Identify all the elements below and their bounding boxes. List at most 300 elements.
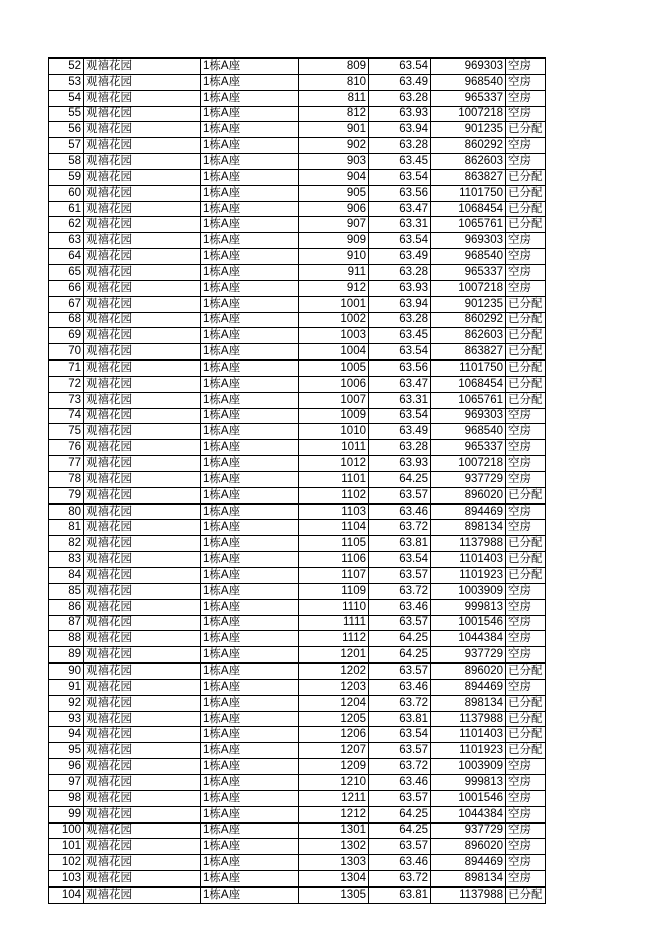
status-cell[interactable]: 已分配 bbox=[506, 201, 546, 217]
row-index-cell[interactable]: 60 bbox=[49, 185, 84, 201]
status-cell[interactable]: 空房 bbox=[506, 424, 546, 440]
status-cell[interactable]: 已分配 bbox=[506, 663, 546, 679]
status-cell[interactable]: 已分配 bbox=[506, 711, 546, 727]
row-index-cell[interactable]: 64 bbox=[49, 249, 84, 265]
building-cell[interactable]: 1栋A座 bbox=[201, 695, 299, 711]
area-cell[interactable]: 63.54 bbox=[369, 552, 431, 568]
status-cell[interactable]: 已分配 bbox=[506, 122, 546, 138]
room-number-cell[interactable]: 1002 bbox=[299, 312, 369, 328]
table-row[interactable] bbox=[49, 536, 546, 552]
price-cell[interactable]: 1101750 bbox=[431, 185, 506, 201]
area-cell[interactable]: 63.49 bbox=[369, 74, 431, 90]
estate-name-cell[interactable]: 观禧花园 bbox=[84, 169, 201, 185]
price-cell[interactable]: 937729 bbox=[431, 647, 506, 663]
estate-name-cell[interactable]: 观禧花园 bbox=[84, 312, 201, 328]
status-cell[interactable]: 已分配 bbox=[506, 344, 546, 360]
table-row[interactable] bbox=[49, 695, 546, 711]
estate-name-cell[interactable]: 观禧花园 bbox=[84, 855, 201, 871]
row-index-cell[interactable]: 55 bbox=[49, 106, 84, 122]
room-number-cell[interactable]: 907 bbox=[299, 217, 369, 233]
estate-name-cell[interactable]: 观禧花园 bbox=[84, 74, 201, 90]
price-cell[interactable]: 894469 bbox=[431, 504, 506, 520]
room-number-cell[interactable]: 1011 bbox=[299, 440, 369, 456]
area-cell[interactable]: 63.81 bbox=[369, 536, 431, 552]
table-row[interactable] bbox=[49, 217, 546, 233]
estate-name-cell[interactable]: 观禧花园 bbox=[84, 823, 201, 839]
area-cell[interactable]: 63.49 bbox=[369, 424, 431, 440]
estate-name-cell[interactable]: 观禧花园 bbox=[84, 790, 201, 806]
status-cell[interactable]: 空房 bbox=[506, 647, 546, 663]
building-cell[interactable]: 1栋A座 bbox=[201, 743, 299, 759]
table-row[interactable] bbox=[49, 328, 546, 344]
table-row[interactable] bbox=[49, 647, 546, 663]
area-cell[interactable]: 63.54 bbox=[369, 344, 431, 360]
price-cell[interactable]: 1044384 bbox=[431, 631, 506, 647]
status-cell[interactable]: 空房 bbox=[506, 855, 546, 871]
status-cell[interactable]: 空房 bbox=[506, 871, 546, 887]
table-row[interactable] bbox=[49, 663, 546, 679]
estate-name-cell[interactable]: 观禧花园 bbox=[84, 249, 201, 265]
area-cell[interactable]: 63.93 bbox=[369, 280, 431, 296]
building-cell[interactable]: 1栋A座 bbox=[201, 504, 299, 520]
price-cell[interactable]: 898134 bbox=[431, 695, 506, 711]
price-cell[interactable]: 969303 bbox=[431, 58, 506, 74]
area-cell[interactable]: 63.47 bbox=[369, 376, 431, 392]
status-cell[interactable]: 已分配 bbox=[506, 185, 546, 201]
price-cell[interactable]: 1065761 bbox=[431, 217, 506, 233]
room-number-cell[interactable]: 1105 bbox=[299, 536, 369, 552]
room-number-cell[interactable]: 1211 bbox=[299, 790, 369, 806]
building-cell[interactable]: 1栋A座 bbox=[201, 424, 299, 440]
price-cell[interactable]: 1101923 bbox=[431, 743, 506, 759]
price-cell[interactable]: 965337 bbox=[431, 440, 506, 456]
building-cell[interactable]: 1栋A座 bbox=[201, 727, 299, 743]
status-cell[interactable]: 已分配 bbox=[506, 536, 546, 552]
price-cell[interactable]: 896020 bbox=[431, 487, 506, 503]
price-cell[interactable]: 862603 bbox=[431, 328, 506, 344]
estate-name-cell[interactable]: 观禧花园 bbox=[84, 536, 201, 552]
room-number-cell[interactable]: 906 bbox=[299, 201, 369, 217]
status-cell[interactable]: 空房 bbox=[506, 790, 546, 806]
estate-name-cell[interactable]: 观禧花园 bbox=[84, 296, 201, 312]
room-number-cell[interactable]: 812 bbox=[299, 106, 369, 122]
estate-name-cell[interactable]: 观禧花园 bbox=[84, 504, 201, 520]
table-row[interactable] bbox=[49, 249, 546, 265]
building-cell[interactable]: 1栋A座 bbox=[201, 360, 299, 376]
table-row[interactable] bbox=[49, 504, 546, 520]
estate-name-cell[interactable]: 观禧花园 bbox=[84, 154, 201, 170]
room-number-cell[interactable]: 1304 bbox=[299, 871, 369, 887]
status-cell[interactable]: 空房 bbox=[506, 456, 546, 472]
room-number-cell[interactable]: 1004 bbox=[299, 344, 369, 360]
status-cell[interactable]: 空房 bbox=[506, 264, 546, 280]
status-cell[interactable]: 空房 bbox=[506, 631, 546, 647]
row-index-cell[interactable]: 66 bbox=[49, 280, 84, 296]
price-cell[interactable]: 896020 bbox=[431, 663, 506, 679]
table-row[interactable] bbox=[49, 376, 546, 392]
row-index-cell[interactable]: 75 bbox=[49, 424, 84, 440]
estate-name-cell[interactable]: 观禧花园 bbox=[84, 376, 201, 392]
price-cell[interactable]: 862603 bbox=[431, 154, 506, 170]
room-number-cell[interactable]: 1301 bbox=[299, 823, 369, 839]
room-number-cell[interactable]: 910 bbox=[299, 249, 369, 265]
building-cell[interactable]: 1栋A座 bbox=[201, 376, 299, 392]
price-cell[interactable]: 969303 bbox=[431, 233, 506, 249]
room-number-cell[interactable]: 1104 bbox=[299, 520, 369, 536]
status-cell[interactable]: 空房 bbox=[506, 233, 546, 249]
room-number-cell[interactable]: 811 bbox=[299, 90, 369, 106]
row-index-cell[interactable]: 93 bbox=[49, 711, 84, 727]
room-number-cell[interactable]: 1101 bbox=[299, 471, 369, 487]
building-cell[interactable]: 1栋A座 bbox=[201, 440, 299, 456]
area-cell[interactable]: 63.94 bbox=[369, 122, 431, 138]
table-row[interactable] bbox=[49, 806, 546, 822]
building-cell[interactable]: 1栋A座 bbox=[201, 90, 299, 106]
price-cell[interactable]: 999813 bbox=[431, 774, 506, 790]
estate-name-cell[interactable]: 观禧花园 bbox=[84, 233, 201, 249]
table-row[interactable] bbox=[49, 90, 546, 106]
status-cell[interactable]: 已分配 bbox=[506, 552, 546, 568]
price-cell[interactable]: 1101750 bbox=[431, 360, 506, 376]
estate-name-cell[interactable]: 观禧花园 bbox=[84, 360, 201, 376]
table-row[interactable] bbox=[49, 154, 546, 170]
row-index-cell[interactable]: 68 bbox=[49, 312, 84, 328]
row-index-cell[interactable]: 67 bbox=[49, 296, 84, 312]
price-cell[interactable]: 968540 bbox=[431, 74, 506, 90]
estate-name-cell[interactable]: 观禧花园 bbox=[84, 552, 201, 568]
room-number-cell[interactable]: 1305 bbox=[299, 887, 369, 903]
building-cell[interactable]: 1栋A座 bbox=[201, 471, 299, 487]
room-number-cell[interactable]: 1102 bbox=[299, 487, 369, 503]
row-index-cell[interactable]: 83 bbox=[49, 552, 84, 568]
estate-name-cell[interactable]: 观禧花园 bbox=[84, 759, 201, 775]
status-cell[interactable]: 已分配 bbox=[506, 743, 546, 759]
row-index-cell[interactable]: 57 bbox=[49, 138, 84, 154]
room-number-cell[interactable]: 1111 bbox=[299, 615, 369, 631]
table-row[interactable] bbox=[49, 201, 546, 217]
building-cell[interactable]: 1栋A座 bbox=[201, 790, 299, 806]
status-cell[interactable]: 空房 bbox=[506, 249, 546, 265]
area-cell[interactable]: 63.57 bbox=[369, 663, 431, 679]
room-number-cell[interactable]: 1107 bbox=[299, 568, 369, 584]
row-index-cell[interactable]: 84 bbox=[49, 568, 84, 584]
price-cell[interactable]: 1137988 bbox=[431, 536, 506, 552]
price-cell[interactable]: 894469 bbox=[431, 855, 506, 871]
row-index-cell[interactable]: 97 bbox=[49, 774, 84, 790]
price-cell[interactable]: 1001546 bbox=[431, 615, 506, 631]
estate-name-cell[interactable]: 观禧花园 bbox=[84, 631, 201, 647]
table-row[interactable] bbox=[49, 583, 546, 599]
status-cell[interactable]: 空房 bbox=[506, 774, 546, 790]
status-cell[interactable]: 已分配 bbox=[506, 727, 546, 743]
room-number-cell[interactable]: 1206 bbox=[299, 727, 369, 743]
status-cell[interactable]: 空房 bbox=[506, 58, 546, 74]
price-cell[interactable]: 901235 bbox=[431, 122, 506, 138]
price-cell[interactable]: 898134 bbox=[431, 871, 506, 887]
area-cell[interactable]: 64.25 bbox=[369, 631, 431, 647]
price-cell[interactable]: 1044384 bbox=[431, 806, 506, 822]
row-index-cell[interactable]: 76 bbox=[49, 440, 84, 456]
building-cell[interactable]: 1栋A座 bbox=[201, 122, 299, 138]
table-row[interactable] bbox=[49, 169, 546, 185]
table-row[interactable] bbox=[49, 138, 546, 154]
status-cell[interactable]: 已分配 bbox=[506, 887, 546, 903]
building-cell[interactable]: 1栋A座 bbox=[201, 679, 299, 695]
table-row[interactable] bbox=[49, 887, 546, 903]
building-cell[interactable]: 1栋A座 bbox=[201, 74, 299, 90]
price-cell[interactable]: 1101403 bbox=[431, 552, 506, 568]
table-row[interactable] bbox=[49, 839, 546, 855]
building-cell[interactable]: 1栋A座 bbox=[201, 631, 299, 647]
row-index-cell[interactable]: 56 bbox=[49, 122, 84, 138]
area-cell[interactable]: 63.81 bbox=[369, 887, 431, 903]
price-cell[interactable]: 1065761 bbox=[431, 392, 506, 408]
price-cell[interactable]: 898134 bbox=[431, 520, 506, 536]
estate-name-cell[interactable]: 观禧花园 bbox=[84, 487, 201, 503]
price-cell[interactable]: 1101923 bbox=[431, 568, 506, 584]
area-cell[interactable]: 63.28 bbox=[369, 138, 431, 154]
status-cell[interactable]: 空房 bbox=[506, 679, 546, 695]
estate-name-cell[interactable]: 观禧花园 bbox=[84, 806, 201, 822]
row-index-cell[interactable]: 63 bbox=[49, 233, 84, 249]
building-cell[interactable]: 1栋A座 bbox=[201, 312, 299, 328]
status-cell[interactable]: 空房 bbox=[506, 839, 546, 855]
table-row[interactable] bbox=[49, 344, 546, 360]
row-index-cell[interactable]: 91 bbox=[49, 679, 84, 695]
estate-name-cell[interactable]: 观禧花园 bbox=[84, 328, 201, 344]
area-cell[interactable]: 63.54 bbox=[369, 233, 431, 249]
table-row[interactable] bbox=[49, 408, 546, 424]
building-cell[interactable]: 1栋A座 bbox=[201, 647, 299, 663]
table-row[interactable] bbox=[49, 233, 546, 249]
table-row[interactable] bbox=[49, 360, 546, 376]
estate-name-cell[interactable]: 观禧花园 bbox=[84, 280, 201, 296]
status-cell[interactable]: 已分配 bbox=[506, 312, 546, 328]
estate-name-cell[interactable]: 观禧花园 bbox=[84, 887, 201, 903]
building-cell[interactable]: 1栋A座 bbox=[201, 408, 299, 424]
price-cell[interactable]: 1137988 bbox=[431, 887, 506, 903]
area-cell[interactable]: 63.28 bbox=[369, 440, 431, 456]
estate-name-cell[interactable]: 观禧花园 bbox=[84, 839, 201, 855]
building-cell[interactable]: 1栋A座 bbox=[201, 201, 299, 217]
row-index-cell[interactable]: 90 bbox=[49, 663, 84, 679]
table-row[interactable] bbox=[49, 424, 546, 440]
price-cell[interactable]: 965337 bbox=[431, 264, 506, 280]
estate-name-cell[interactable]: 观禧花园 bbox=[84, 663, 201, 679]
estate-name-cell[interactable]: 观禧花园 bbox=[84, 106, 201, 122]
room-number-cell[interactable]: 1005 bbox=[299, 360, 369, 376]
area-cell[interactable]: 64.25 bbox=[369, 647, 431, 663]
building-cell[interactable]: 1栋A座 bbox=[201, 568, 299, 584]
building-cell[interactable]: 1栋A座 bbox=[201, 711, 299, 727]
table-row[interactable] bbox=[49, 312, 546, 328]
building-cell[interactable]: 1栋A座 bbox=[201, 855, 299, 871]
price-cell[interactable]: 860292 bbox=[431, 312, 506, 328]
estate-name-cell[interactable]: 观禧花园 bbox=[84, 615, 201, 631]
building-cell[interactable]: 1栋A座 bbox=[201, 759, 299, 775]
row-index-cell[interactable]: 62 bbox=[49, 217, 84, 233]
room-number-cell[interactable]: 1001 bbox=[299, 296, 369, 312]
building-cell[interactable]: 1栋A座 bbox=[201, 280, 299, 296]
status-cell[interactable]: 已分配 bbox=[506, 376, 546, 392]
area-cell[interactable]: 63.72 bbox=[369, 583, 431, 599]
building-cell[interactable]: 1栋A座 bbox=[201, 806, 299, 822]
status-cell[interactable]: 空房 bbox=[506, 280, 546, 296]
estate-name-cell[interactable]: 观禧花园 bbox=[84, 647, 201, 663]
room-number-cell[interactable]: 1207 bbox=[299, 743, 369, 759]
price-cell[interactable]: 860292 bbox=[431, 138, 506, 154]
row-index-cell[interactable]: 92 bbox=[49, 695, 84, 711]
area-cell[interactable]: 63.31 bbox=[369, 392, 431, 408]
status-cell[interactable]: 空房 bbox=[506, 74, 546, 90]
row-index-cell[interactable]: 52 bbox=[49, 58, 84, 74]
price-cell[interactable]: 965337 bbox=[431, 90, 506, 106]
area-cell[interactable]: 63.45 bbox=[369, 328, 431, 344]
room-number-cell[interactable]: 911 bbox=[299, 264, 369, 280]
table-row[interactable] bbox=[49, 471, 546, 487]
estate-name-cell[interactable]: 观禧花园 bbox=[84, 471, 201, 487]
table-row[interactable] bbox=[49, 790, 546, 806]
price-cell[interactable]: 896020 bbox=[431, 839, 506, 855]
area-cell[interactable]: 63.57 bbox=[369, 568, 431, 584]
area-cell[interactable]: 64.25 bbox=[369, 823, 431, 839]
row-index-cell[interactable]: 98 bbox=[49, 790, 84, 806]
area-cell[interactable]: 63.56 bbox=[369, 360, 431, 376]
estate-name-cell[interactable]: 观禧花园 bbox=[84, 599, 201, 615]
status-cell[interactable]: 空房 bbox=[506, 759, 546, 775]
area-cell[interactable]: 63.28 bbox=[369, 264, 431, 280]
estate-name-cell[interactable]: 观禧花园 bbox=[84, 711, 201, 727]
room-number-cell[interactable]: 1202 bbox=[299, 663, 369, 679]
estate-name-cell[interactable]: 观禧花园 bbox=[84, 424, 201, 440]
area-cell[interactable]: 63.54 bbox=[369, 58, 431, 74]
room-number-cell[interactable]: 1007 bbox=[299, 392, 369, 408]
area-cell[interactable]: 63.72 bbox=[369, 520, 431, 536]
row-index-cell[interactable]: 82 bbox=[49, 536, 84, 552]
price-cell[interactable]: 968540 bbox=[431, 249, 506, 265]
building-cell[interactable]: 1栋A座 bbox=[201, 138, 299, 154]
estate-name-cell[interactable]: 观禧花园 bbox=[84, 520, 201, 536]
building-cell[interactable]: 1栋A座 bbox=[201, 249, 299, 265]
building-cell[interactable]: 1栋A座 bbox=[201, 58, 299, 74]
table-row[interactable] bbox=[49, 599, 546, 615]
row-index-cell[interactable]: 70 bbox=[49, 344, 84, 360]
area-cell[interactable]: 63.46 bbox=[369, 679, 431, 695]
table-row[interactable] bbox=[49, 106, 546, 122]
area-cell[interactable]: 63.46 bbox=[369, 504, 431, 520]
price-cell[interactable]: 1003909 bbox=[431, 583, 506, 599]
row-index-cell[interactable]: 69 bbox=[49, 328, 84, 344]
status-cell[interactable]: 空房 bbox=[506, 138, 546, 154]
area-cell[interactable]: 63.45 bbox=[369, 154, 431, 170]
area-cell[interactable]: 63.72 bbox=[369, 695, 431, 711]
status-cell[interactable]: 已分配 bbox=[506, 392, 546, 408]
building-cell[interactable]: 1栋A座 bbox=[201, 169, 299, 185]
status-cell[interactable]: 空房 bbox=[506, 106, 546, 122]
building-cell[interactable]: 1栋A座 bbox=[201, 154, 299, 170]
table-row[interactable] bbox=[49, 392, 546, 408]
area-cell[interactable]: 63.54 bbox=[369, 408, 431, 424]
room-number-cell[interactable]: 1209 bbox=[299, 759, 369, 775]
estate-name-cell[interactable]: 观禧花园 bbox=[84, 727, 201, 743]
room-number-cell[interactable]: 903 bbox=[299, 154, 369, 170]
estate-name-cell[interactable]: 观禧花园 bbox=[84, 774, 201, 790]
status-cell[interactable]: 已分配 bbox=[506, 695, 546, 711]
table-row[interactable] bbox=[49, 456, 546, 472]
building-cell[interactable]: 1栋A座 bbox=[201, 599, 299, 615]
building-cell[interactable]: 1栋A座 bbox=[201, 583, 299, 599]
price-cell[interactable]: 1007218 bbox=[431, 106, 506, 122]
building-cell[interactable]: 1栋A座 bbox=[201, 663, 299, 679]
building-cell[interactable]: 1栋A座 bbox=[201, 520, 299, 536]
building-cell[interactable]: 1栋A座 bbox=[201, 871, 299, 887]
area-cell[interactable]: 63.93 bbox=[369, 106, 431, 122]
table-row[interactable] bbox=[49, 711, 546, 727]
status-cell[interactable]: 已分配 bbox=[506, 169, 546, 185]
building-cell[interactable]: 1栋A座 bbox=[201, 392, 299, 408]
row-index-cell[interactable]: 104 bbox=[49, 887, 84, 903]
table-row[interactable] bbox=[49, 679, 546, 695]
price-cell[interactable]: 999813 bbox=[431, 599, 506, 615]
status-cell[interactable]: 已分配 bbox=[506, 328, 546, 344]
building-cell[interactable]: 1栋A座 bbox=[201, 839, 299, 855]
row-index-cell[interactable]: 85 bbox=[49, 583, 84, 599]
row-index-cell[interactable]: 87 bbox=[49, 615, 84, 631]
room-number-cell[interactable]: 1010 bbox=[299, 424, 369, 440]
room-number-cell[interactable]: 1009 bbox=[299, 408, 369, 424]
room-number-cell[interactable]: 1006 bbox=[299, 376, 369, 392]
area-cell[interactable]: 63.46 bbox=[369, 774, 431, 790]
status-cell[interactable]: 已分配 bbox=[506, 487, 546, 503]
building-cell[interactable]: 1栋A座 bbox=[201, 233, 299, 249]
row-index-cell[interactable]: 86 bbox=[49, 599, 84, 615]
room-number-cell[interactable]: 1103 bbox=[299, 504, 369, 520]
room-number-cell[interactable]: 1201 bbox=[299, 647, 369, 663]
price-cell[interactable]: 1101403 bbox=[431, 727, 506, 743]
area-cell[interactable]: 63.31 bbox=[369, 217, 431, 233]
area-cell[interactable]: 63.81 bbox=[369, 711, 431, 727]
row-index-cell[interactable]: 73 bbox=[49, 392, 84, 408]
price-cell[interactable]: 937729 bbox=[431, 823, 506, 839]
room-number-cell[interactable]: 902 bbox=[299, 138, 369, 154]
room-number-cell[interactable]: 1303 bbox=[299, 855, 369, 871]
estate-name-cell[interactable]: 观禧花园 bbox=[84, 743, 201, 759]
status-cell[interactable]: 空房 bbox=[506, 154, 546, 170]
estate-name-cell[interactable]: 观禧花园 bbox=[84, 90, 201, 106]
area-cell[interactable]: 63.54 bbox=[369, 169, 431, 185]
row-index-cell[interactable]: 88 bbox=[49, 631, 84, 647]
price-cell[interactable]: 968540 bbox=[431, 424, 506, 440]
area-cell[interactable]: 63.57 bbox=[369, 615, 431, 631]
area-cell[interactable]: 63.47 bbox=[369, 201, 431, 217]
price-cell[interactable]: 1068454 bbox=[431, 376, 506, 392]
row-index-cell[interactable]: 79 bbox=[49, 487, 84, 503]
row-index-cell[interactable]: 65 bbox=[49, 264, 84, 280]
table-row[interactable] bbox=[49, 615, 546, 631]
building-cell[interactable]: 1栋A座 bbox=[201, 296, 299, 312]
building-cell[interactable]: 1栋A座 bbox=[201, 185, 299, 201]
area-cell[interactable]: 63.49 bbox=[369, 249, 431, 265]
estate-name-cell[interactable]: 观禧花园 bbox=[84, 583, 201, 599]
table-row[interactable] bbox=[49, 774, 546, 790]
status-cell[interactable]: 已分配 bbox=[506, 296, 546, 312]
row-index-cell[interactable]: 71 bbox=[49, 360, 84, 376]
table-row[interactable] bbox=[49, 264, 546, 280]
building-cell[interactable]: 1栋A座 bbox=[201, 217, 299, 233]
table-row[interactable] bbox=[49, 122, 546, 138]
building-cell[interactable]: 1栋A座 bbox=[201, 487, 299, 503]
table-row[interactable] bbox=[49, 631, 546, 647]
